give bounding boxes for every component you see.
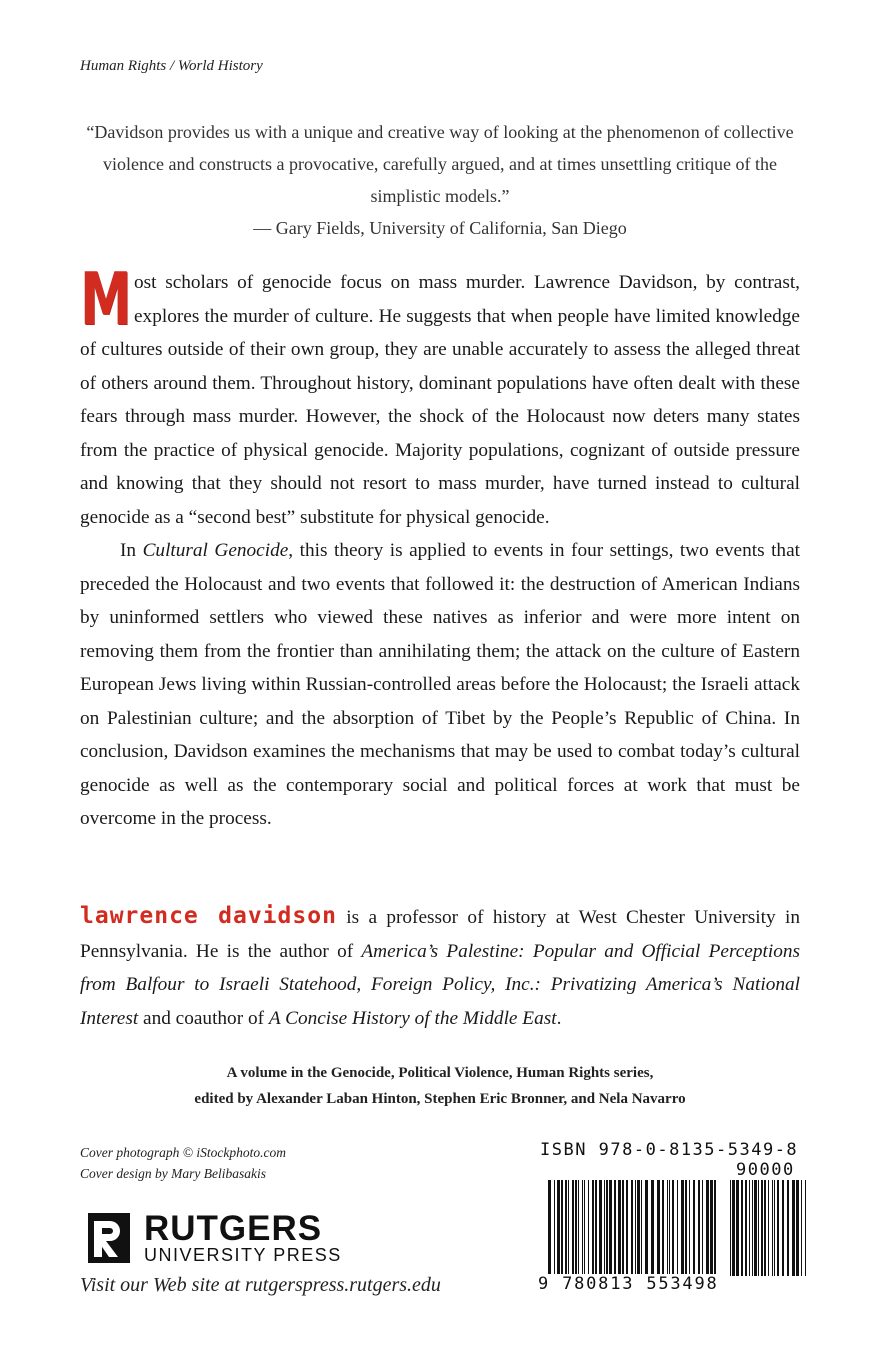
barcode-bar bbox=[710, 1180, 713, 1278]
barcode-bar bbox=[796, 1180, 799, 1276]
publisher-logo bbox=[80, 1210, 342, 1266]
paragraph-1-text: ost scholars of genocide focus on mass murder. Lawrence Davidson, by contrast, explores the murder of culture. He suggests that when people have limited knowledge of cultures outside of their own group, they are unable accurately to assess the alleged threat of others around them. Throughout history, dominant populations have often dealt with these fears through mass murder. However, the shock of the Holocaust now deters many states from the practice of physical genocide. Majority populations, cognizant of outside pressure and knowing that they should not resort to mass murder, have turned instead to cultural genocide as a “second best” substitute for physical genocide. bbox=[80, 272, 800, 528]
quote-attribution: — Gary Fields, University of California, San Diego bbox=[253, 218, 627, 238]
drop-cap-letter: M bbox=[80, 257, 131, 341]
author-book-2: Foreign Policy, Inc.: Privatizing America’s National Interest bbox=[80, 974, 801, 1029]
barcode-bar bbox=[758, 1180, 759, 1276]
rutgers-r-icon bbox=[80, 1213, 130, 1263]
endorsement-quote bbox=[80, 116, 800, 244]
barcode-bar bbox=[635, 1180, 636, 1278]
series-note bbox=[80, 1060, 800, 1112]
barcode-bar bbox=[801, 1180, 802, 1276]
barcode-bar bbox=[706, 1180, 709, 1278]
barcode-bar bbox=[681, 1180, 684, 1278]
barcode-bar bbox=[761, 1180, 763, 1276]
series-line-2: edited by Alexander Laban Hinton, Stephen Eric Bronner, and Nela Navarro bbox=[194, 1091, 686, 1107]
barcode-bar bbox=[689, 1180, 690, 1278]
author-bio-end: . bbox=[556, 1007, 562, 1029]
barcode-bar bbox=[736, 1180, 739, 1276]
author-book-3: A Concise History of the Middle East bbox=[268, 1007, 557, 1029]
barcode-bar bbox=[805, 1180, 806, 1276]
barcode-bar bbox=[651, 1180, 654, 1278]
barcode-bar bbox=[792, 1180, 795, 1276]
publisher-name: RUTGERS bbox=[144, 1208, 323, 1248]
barcode-bar bbox=[787, 1180, 789, 1276]
barcode-bar bbox=[575, 1180, 577, 1278]
barcode-bar bbox=[702, 1180, 703, 1278]
barcode-bar bbox=[641, 1180, 642, 1278]
barcode-bar bbox=[685, 1180, 687, 1278]
barcode-bar bbox=[672, 1180, 674, 1278]
author-bio-text-2: and coauthor of bbox=[138, 1007, 269, 1029]
barcode-bar bbox=[618, 1180, 621, 1278]
barcode-bar bbox=[669, 1180, 670, 1278]
isbn-barcode bbox=[548, 1180, 718, 1278]
barcode-bar bbox=[645, 1180, 648, 1278]
category-label: Human Rights / World History bbox=[80, 58, 263, 74]
barcode-bar bbox=[745, 1180, 747, 1276]
barcode-bar bbox=[606, 1180, 608, 1278]
author-name: lawrence davidson bbox=[80, 903, 337, 929]
barcode-bar bbox=[667, 1180, 668, 1278]
price-barcode bbox=[730, 1180, 808, 1276]
barcode-bar bbox=[595, 1180, 597, 1278]
barcode-bar bbox=[730, 1180, 731, 1276]
author-bio-text-1: is a professor of history at West Chester University in Pennsylvania. He is the author of bbox=[80, 907, 800, 962]
book-title-italic: Cultural Genocide bbox=[142, 540, 289, 561]
barcode-bar bbox=[662, 1180, 664, 1278]
barcode-bar bbox=[732, 1180, 735, 1276]
description-paragraph-2 bbox=[80, 534, 800, 836]
barcode-bar bbox=[741, 1180, 743, 1276]
quote-text: “Davidson provides us with a unique and creative way of looking at the phenomenon of collective violence and constructs a provocative, carefully argued, and at times unsettling critique of the simplistic models.” bbox=[86, 122, 794, 206]
book-description bbox=[80, 257, 800, 836]
barcode-bar bbox=[557, 1180, 560, 1278]
barcode-bar bbox=[693, 1180, 695, 1278]
author-book-1: America’s Palestine: Popular and Official Perceptions from Balfour to Israeli Statehood bbox=[80, 940, 801, 995]
publisher-website: Visit our Web site at rutgerspress.rutgers.edu bbox=[80, 1274, 441, 1296]
barcode-bar bbox=[548, 1180, 551, 1278]
barcode-bar bbox=[554, 1180, 555, 1278]
barcode-bar bbox=[584, 1180, 585, 1278]
author-bio-separator: , bbox=[356, 974, 372, 995]
barcode-bar bbox=[561, 1180, 563, 1278]
publisher-subtitle: UNIVERSITY PRESS bbox=[144, 1244, 342, 1265]
barcode-bar bbox=[768, 1180, 769, 1276]
barcode-bar bbox=[565, 1180, 567, 1278]
barcode-bar bbox=[592, 1180, 594, 1278]
barcode-bar bbox=[637, 1180, 640, 1278]
barcode-bar bbox=[599, 1180, 602, 1278]
photo-credit: Cover photograph © iStockphoto.com bbox=[80, 1145, 286, 1160]
barcode-bar bbox=[582, 1180, 583, 1278]
barcode-bar bbox=[754, 1180, 757, 1276]
barcode-bar bbox=[774, 1180, 775, 1276]
barcode-bar bbox=[772, 1180, 773, 1276]
barcode-digits: 9 780813 553498 bbox=[538, 1274, 719, 1294]
cover-credits bbox=[80, 1142, 286, 1184]
isbn-label: ISBN 978-0-8135-5349-8 bbox=[540, 1140, 799, 1160]
barcode-bar bbox=[749, 1180, 750, 1276]
barcode-bar bbox=[677, 1180, 678, 1278]
barcode-bar bbox=[604, 1180, 605, 1278]
barcode-bar bbox=[568, 1180, 569, 1278]
barcode-bar bbox=[782, 1180, 784, 1276]
barcode-bar bbox=[631, 1180, 633, 1278]
description-paragraph-1 bbox=[80, 257, 800, 534]
barcode-bar bbox=[714, 1180, 716, 1278]
price-code: 90000 bbox=[736, 1160, 795, 1180]
barcode-bar bbox=[614, 1180, 616, 1278]
barcode-bar bbox=[657, 1180, 660, 1278]
barcode-bar bbox=[626, 1180, 628, 1278]
barcode-bar bbox=[764, 1180, 766, 1276]
barcode-bar bbox=[622, 1180, 624, 1278]
barcode-bar bbox=[698, 1180, 700, 1278]
paragraph-2-text: , this theory is applied to events in four settings, two events that preceded the Holocaust and two events that followed it: the destruction of American Indians by uninformed settlers who viewed these natives as inferior and were more intent on removing them from the frontier than annihilating them; the attack on the culture of Eastern European Jews living within Russian-controlled areas before the Holocaust; the Israeli attack on Palestinian culture; and the absorption of Tibet by the People’s Republic of China. In conclusion, Davidson examines the mechanisms that may be used to combat today’s cultural genocide as well as the contemporary social and political forces at work that must be overcome in the process. bbox=[80, 540, 800, 829]
barcode-bar bbox=[609, 1180, 612, 1278]
barcode-bar bbox=[588, 1180, 589, 1278]
barcode-bar bbox=[572, 1180, 574, 1278]
author-bio bbox=[80, 900, 800, 1035]
series-line-1: A volume in the Genocide, Political Violence, Human Rights series, bbox=[226, 1065, 654, 1081]
barcode-bar bbox=[578, 1180, 579, 1278]
design-credit: Cover design by Mary Belibasakis bbox=[80, 1166, 266, 1181]
paragraph-2-lead: In bbox=[120, 540, 143, 561]
barcode-bar bbox=[777, 1180, 779, 1276]
barcode-bar bbox=[752, 1180, 753, 1276]
